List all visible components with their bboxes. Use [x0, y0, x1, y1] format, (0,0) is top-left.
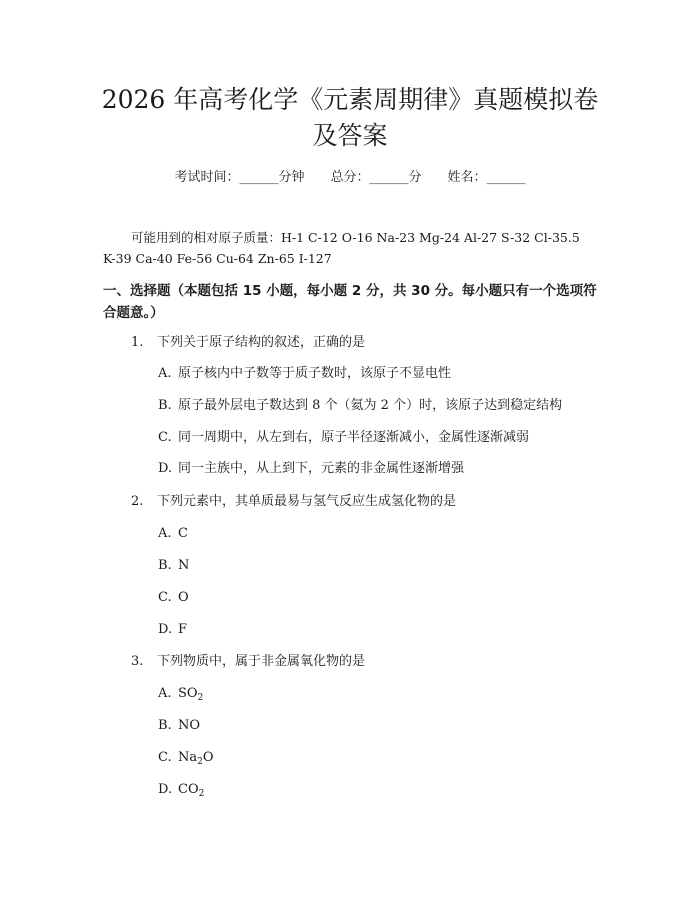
- option-text: SO: [178, 686, 198, 701]
- q2-option-b: [158, 556, 189, 576]
- q2-option-c: [158, 588, 189, 608]
- subscript: 2: [197, 693, 204, 703]
- q3-option-b: [158, 716, 200, 736]
- question-2: [131, 492, 456, 512]
- atomic-mass-line1: 可能用到的相对原子质量：H-1 C-12 O-16 Na-23 Mg-24 Al-27 S-32 Cl-35.5: [131, 230, 580, 245]
- option-letter: B.: [158, 558, 172, 573]
- question-1: [131, 333, 365, 353]
- option-letter: C.: [158, 430, 172, 445]
- option-text: 同一主族中，从上到下，元素的非金属性逐渐增强: [178, 461, 465, 476]
- option-letter: A.: [158, 686, 172, 701]
- option-letter: B.: [158, 718, 172, 733]
- option-text: NO: [178, 718, 201, 733]
- q3-option-d: [158, 780, 204, 800]
- option-letter: B.: [158, 398, 172, 413]
- option-text: C: [178, 526, 188, 541]
- page-title-line2: 及答案: [312, 121, 388, 150]
- option-text: F: [178, 622, 188, 637]
- page-title-line1: 2026 年高考化学《元素周期律》真题模拟卷: [101, 85, 599, 114]
- subscript: 2: [197, 757, 203, 767]
- option-text: N: [178, 558, 190, 573]
- q2-option-d: [158, 620, 187, 640]
- q3-option-a: [158, 684, 203, 704]
- question-number: 2.: [131, 494, 144, 509]
- section-heading-line1: 一、选择题（本题包括 15 小题，每小题 2 分，共 30 分。每小题只有一个选项符: [103, 283, 597, 299]
- option-text: O: [178, 590, 189, 605]
- question-number: 3.: [131, 654, 144, 669]
- option-letter: C.: [158, 750, 172, 765]
- option-text: 原子核内中子数等于质子数时，该原子不显电性: [178, 366, 452, 381]
- exam-meta: [0, 167, 700, 189]
- option-text-after: O: [202, 750, 214, 765]
- option-letter: D.: [158, 461, 173, 476]
- q3-option-c: [158, 748, 214, 768]
- option-letter: A.: [158, 526, 172, 541]
- question-3: [131, 652, 365, 672]
- question-text: 下列关于原子结构的叙述，正确的是: [157, 335, 366, 350]
- option-letter: C.: [158, 590, 172, 605]
- option-text: 原子最外层电子数达到 8 个（氦为 2 个）时，该原子达到稳定结构: [178, 398, 563, 413]
- q2-option-a: [158, 524, 188, 544]
- option-letter: D.: [158, 782, 173, 797]
- q1-option-b: [158, 396, 562, 416]
- option-letter: A.: [158, 366, 172, 381]
- section-heading-line2: 合题意。）: [103, 305, 164, 321]
- option-letter: D.: [158, 622, 173, 637]
- option-text: 同一周期中，从左到右，原子半径逐渐减小，金属性逐渐减弱: [178, 430, 530, 445]
- total-score-field: 总分：______分: [330, 170, 422, 185]
- name-field: 姓名：______: [447, 170, 526, 185]
- question-text: 下列物质中，属于非金属氧化物的是: [157, 654, 366, 669]
- atomic-mass-line2: K-39 Ca-40 Fe-56 Cu-64 Zn-65 I-127: [103, 251, 332, 266]
- option-text: Na: [178, 750, 198, 765]
- exam-time-field: 考试时间：______分钟: [174, 170, 305, 185]
- question-number: 1.: [131, 335, 144, 350]
- option-text: CO: [178, 782, 199, 797]
- q1-option-a: [158, 364, 451, 384]
- q1-option-d: [158, 459, 464, 479]
- subscript: 2: [198, 789, 205, 799]
- question-text: 下列元素中，其单质最易与氢气反应生成氢化物的是: [157, 494, 457, 509]
- q1-option-c: [158, 428, 529, 448]
